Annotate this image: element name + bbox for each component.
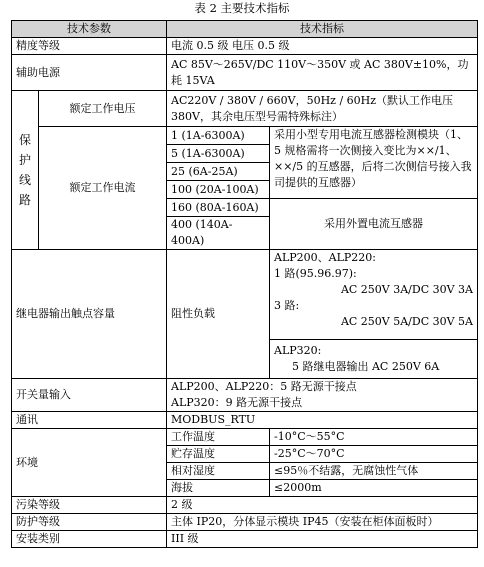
- table-row: [12, 429, 478, 446]
- protection-char: 线: [18, 173, 31, 187]
- table-row: [12, 412, 478, 429]
- env-name: 海拔: [167, 480, 270, 497]
- env-value: ≤95％不结露，无腐蚀性气体: [270, 463, 478, 480]
- relay-line: 3 路:: [274, 299, 300, 312]
- env-value: -10°C～55°C: [270, 429, 478, 446]
- relay-load: 阻性负载: [167, 250, 270, 379]
- relay-line: 1 路(95.96.97):: [274, 267, 357, 280]
- install-value: III 级: [167, 531, 478, 548]
- env-value: -25°C～70°C: [270, 446, 478, 463]
- table-row: [12, 379, 478, 412]
- switch-input-line: ALP320：9 路无源干接点: [171, 396, 303, 409]
- protection-char: 路: [18, 193, 31, 207]
- relay-line: ALP200、ALP220:: [274, 251, 376, 264]
- table-row: [12, 514, 478, 531]
- relay-block-1: [270, 250, 478, 340]
- table-row: [12, 38, 478, 55]
- current-range: 5 (1A-6300A): [167, 145, 270, 163]
- relay-line: AC 250V 3A/DC 30V 3A: [340, 283, 473, 296]
- env-name: 贮存温度: [167, 446, 270, 463]
- env-name: 相对湿度: [167, 463, 270, 480]
- rated-current-label: 额定工作电流: [39, 127, 167, 250]
- relay-label: 继电器输出触点容量: [12, 250, 167, 379]
- rated-voltage-label: 额定工作电压: [39, 91, 167, 127]
- relay-line: 5 路继电器输出 AC 250V 6A: [292, 360, 440, 373]
- ip-value: 主体 IP20，分体显示模块 IP45（安装在柜体面板时）: [167, 514, 478, 531]
- switch-input-value: [167, 379, 478, 412]
- table-header-row: [12, 21, 478, 38]
- current-range: 160 (80A-160A): [167, 199, 270, 217]
- current-range: 100 (20A-100A): [167, 181, 270, 199]
- switch-input-line: ALP200、ALP220：5 路无源干接点: [171, 380, 357, 393]
- current-range: 1 (1A-6300A): [167, 127, 270, 145]
- accuracy-value: 电流 0.5 级 电压 0.5 级: [167, 38, 478, 55]
- table-row: [12, 91, 478, 127]
- table-caption: 表 2 主要技术指标: [194, 1, 290, 15]
- comm-label: 通讯: [12, 412, 167, 429]
- current-note-small: 采用小型专用电流互感器检测模块（1、5 规格需将一次侧接入变比为××/1、××/5 的互感器，后将二次侧信号接入我司提供的互感器）: [270, 127, 478, 199]
- rated-voltage-value: AC220V / 380V / 660V，50Hz / 60Hz（默认工作电压 380V，其余电压型号需特殊标注）: [167, 91, 478, 127]
- relay-block-2: [270, 340, 478, 379]
- aux-power-value: AC 85V～265V/DC 110V～350V 或 AC 380V±10%，功耗 15VA: [167, 55, 478, 91]
- comm-value: MODBUS_RTU: [167, 412, 478, 429]
- aux-power-label: 辅助电源: [12, 55, 167, 91]
- table-row: [12, 250, 478, 340]
- current-note-external: 采用外置电流互感器: [270, 199, 478, 250]
- protection-char: 保: [18, 133, 31, 147]
- current-range: 400 (140A-400A): [167, 217, 270, 250]
- header-param: 技术参数: [12, 21, 167, 38]
- install-label: 安装类别: [12, 531, 167, 548]
- protection-char: 护: [18, 153, 31, 167]
- env-value: ≤2000m: [270, 480, 478, 497]
- protection-label: [12, 91, 39, 250]
- environment-label: 环境: [12, 429, 167, 497]
- current-range: 25 (6A-25A): [167, 163, 270, 181]
- ip-label: 防护等级: [12, 514, 167, 531]
- relay-line: AC 250V 5A/DC 30V 5A: [340, 315, 473, 328]
- switch-input-label: 开关量输入: [12, 379, 167, 412]
- env-name: 工作温度: [167, 429, 270, 446]
- pollution-label: 污染等级: [12, 497, 167, 514]
- table-row: [12, 497, 478, 514]
- table-row: [12, 127, 478, 145]
- table-row: [12, 531, 478, 548]
- spec-table: [11, 20, 478, 548]
- relay-line: ALP320:: [274, 344, 322, 357]
- pollution-value: 2 级: [167, 497, 478, 514]
- table-row: [12, 55, 478, 91]
- accuracy-label: 精度等级: [12, 38, 167, 55]
- header-spec: 技术指标: [167, 21, 478, 38]
